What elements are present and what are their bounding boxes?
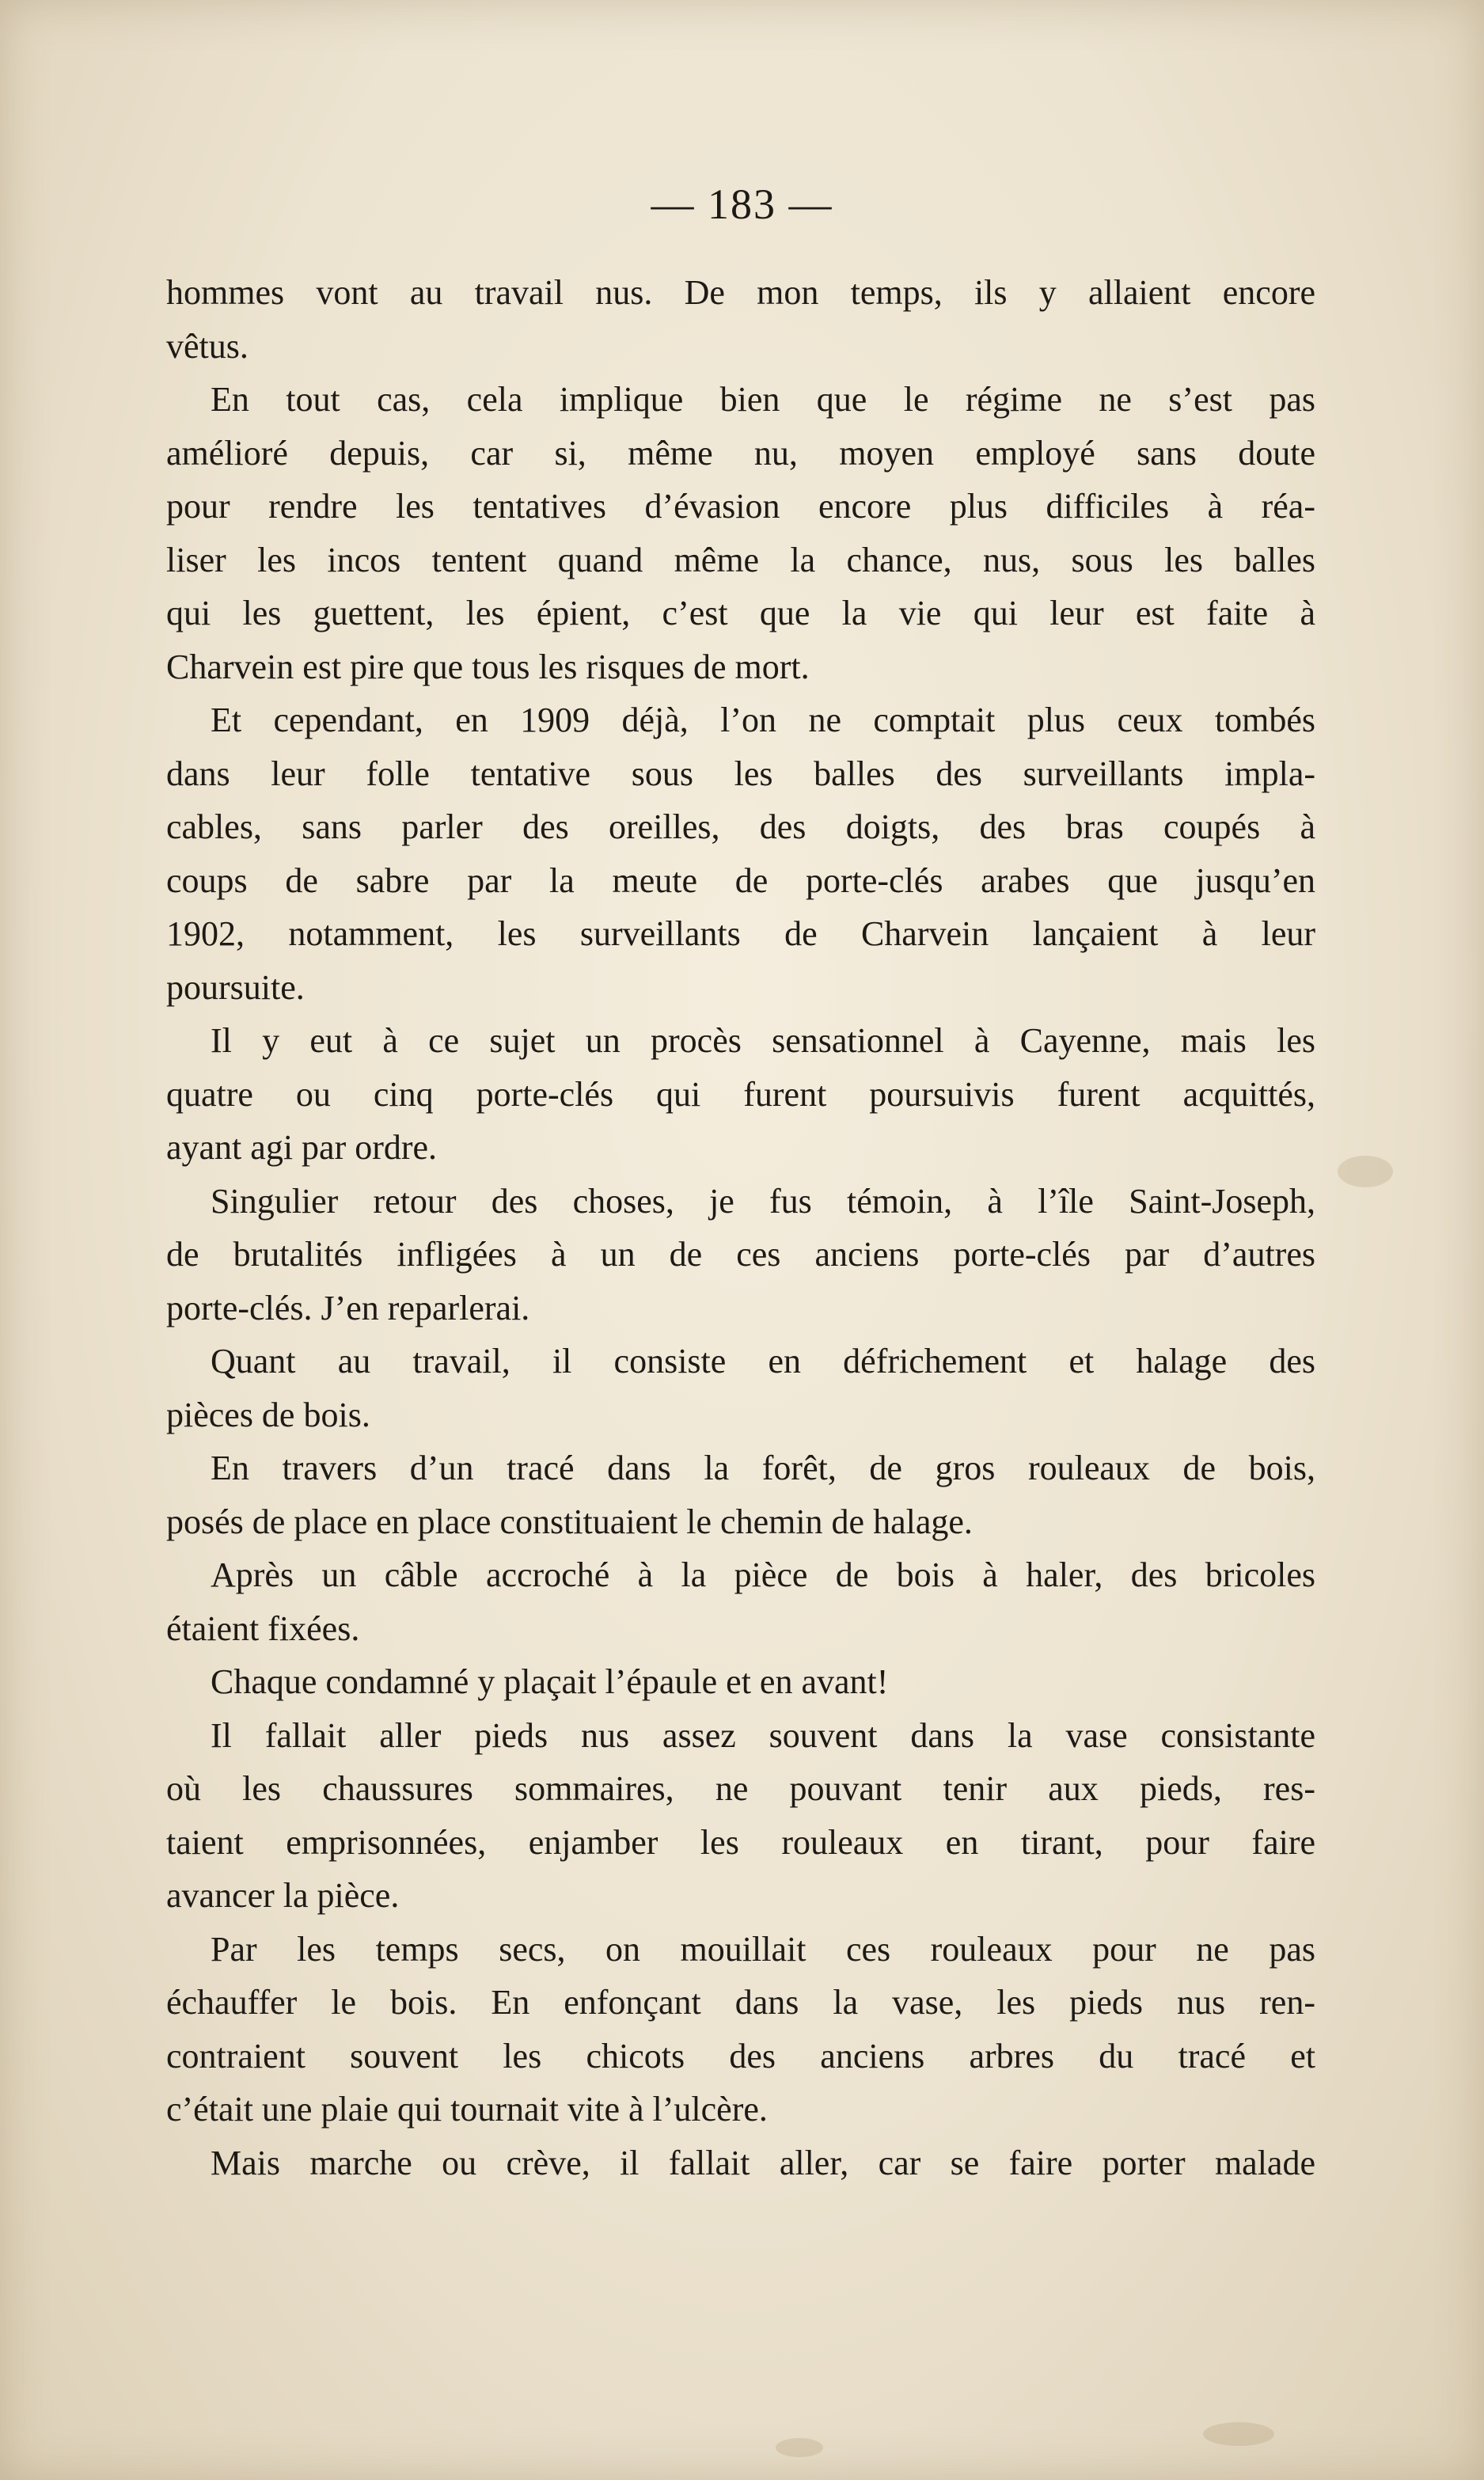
text-line: En tout cas, cela implique bien que le régime ne s’est pas <box>211 380 1315 419</box>
text-line: dans leur folle tentative sous les balles des surveillants impla- <box>166 754 1315 793</box>
text-line: ayant agi par ordre. <box>166 1128 438 1167</box>
text-line: cables, sans parler des oreilles, des doigts, des bras coupés à <box>166 807 1315 846</box>
text-line: échauffer le bois. En enfonçant dans la vase, les pieds nus ren- <box>166 1983 1315 2022</box>
text-line: qui les guettent, les épient, c’est que la vie qui leur est faite à <box>166 594 1315 632</box>
text-line: Chaque condamné y plaçait l’épaule et en avant! <box>211 1662 889 1701</box>
text-line: Par les temps secs, on mouillait ces rouleaux pour ne pas <box>211 1929 1315 1969</box>
text-line: étaient fixées. <box>166 1608 360 1648</box>
text-line: pour rendre les tentatives d’évasion encore plus difficiles à réa- <box>166 487 1315 526</box>
paper-stain <box>1203 2422 1274 2446</box>
text-line: poursuite. <box>166 967 305 1007</box>
text-line: Il y eut à ce sujet un procès sensationnel à Cayenne, mais les <box>211 1021 1315 1060</box>
text-line: Après un câble accroché à la pièce de bois à haler, des bricoles <box>211 1555 1315 1594</box>
text-line: Charvein est pire que tous les risques de mort. <box>166 647 810 686</box>
page-number: — 183 — <box>651 180 833 228</box>
text-line: Il fallait aller pieds nus assez souvent dans la vase consistante <box>211 1715 1315 1755</box>
text-line: avancer la pièce. <box>166 1876 400 1915</box>
text-line: coups de sabre par la meute de porte-clés arabes que jusqu’en <box>166 860 1315 900</box>
text-line: quatre ou cinq porte-clés qui furent poursuivis furent acquittés, <box>166 1074 1315 1114</box>
text-line: contraient souvent les chicots des anciens arbres du tracé et <box>166 2036 1315 2076</box>
text-line: taient emprisonnées, enjamber les rouleaux en tirant, pour faire <box>166 1822 1315 1862</box>
text-line: de brutalités infligées à un de ces anciens porte-clés par d’autres <box>166 1235 1315 1274</box>
text-line: Singulier retour des choses, je fus témoin, à l’île Saint-Joseph, <box>211 1181 1315 1221</box>
paper-stain <box>1338 1156 1393 1187</box>
text-line: porte-clés. J’en reparlerai. <box>166 1288 530 1327</box>
text-line: posés de place en place constituaient le chemin de halage. <box>166 1502 973 1541</box>
text-line: liser les incos tentent quand même la chance, nus, sous les balles <box>166 540 1315 579</box>
text-line: En travers d’un tracé dans la forêt, de gros rouleaux de bois, <box>211 1449 1315 1487</box>
text-line: vêtus. <box>166 326 249 366</box>
text-line: hommes vont au travail nus. De mon temps, ils y allaient encore <box>166 273 1315 312</box>
text-line: pièces de bois. <box>166 1395 370 1434</box>
text-line: 1902, notamment, les surveillants de Charvein lançaient à leur <box>166 914 1315 953</box>
text-line: c’était une plaie qui tournait vite à l’ulcère. <box>166 2090 768 2129</box>
paper-stain <box>776 2438 823 2457</box>
text-line: où les chaussures sommaires, ne pouvant tenir aux pieds, res- <box>166 1769 1315 1808</box>
text-line: amélioré depuis, car si, même nu, moyen employé sans doute <box>166 433 1315 473</box>
body-text <box>166 266 1315 2189</box>
text-line: Et cependant, en 1909 déjà, l’on ne comptait plus ceux tombés <box>211 701 1315 739</box>
text-line: Quant au travail, il consiste en défrichement et halage des <box>211 1342 1315 1381</box>
text-line: Mais marche ou crève, il fallait aller, car se faire porter malade <box>211 2143 1315 2182</box>
